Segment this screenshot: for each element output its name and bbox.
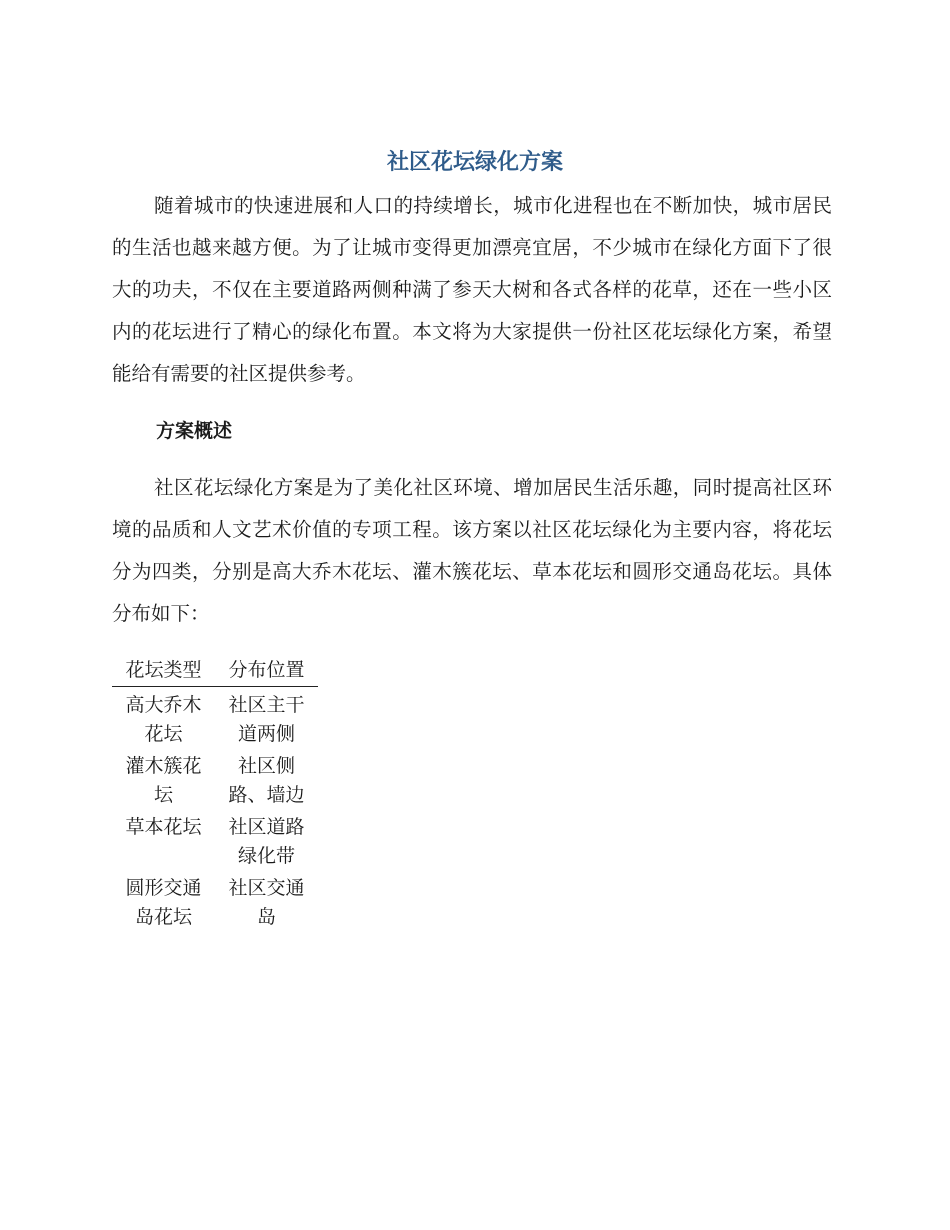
table-cell-type: 高大乔木花坛 (125, 694, 202, 745)
column-header-location: 分布位置 (215, 654, 318, 687)
table-cell-location: 社区主干道两侧 (228, 694, 305, 745)
document-title: 社区花坛绿化方案 (386, 150, 563, 175)
table-header (112, 654, 318, 687)
intro-paragraph: 随着城市的快速进展和人口的持续增长，城市化进程也在不断加快，城市居民的生活也越来越方便。为了让城市变得更加漂亮宜居，不少城市在绿化方面下了很大的功夫，不仅在主要道路两侧种满了参天大树和各式各样的花草，还在一些小区内的花坛进行了精心的绿化布置。本文将为大家提供一份社区花坛绿化方案，希望能给有需要的社区提供参考。 (112, 194, 832, 385)
table-cell-location: 社区道路绿化带 (228, 816, 305, 867)
table-cell-location: 社区交通岛 (228, 877, 305, 928)
table-row (112, 874, 318, 935)
table-cell-type: 草本花坛 (125, 816, 202, 838)
table-cell-type: 灌木簇花坛 (125, 755, 202, 806)
table-row (112, 813, 318, 874)
table-cell-type: 圆形交通岛花坛 (125, 877, 202, 928)
section-heading: 方案概述 (156, 420, 233, 442)
table-header-row (112, 654, 318, 687)
table-cell-location: 社区侧路、墙边 (228, 755, 305, 806)
table-row (112, 687, 318, 753)
flowerbed-distribution-table (112, 654, 318, 935)
overview-paragraph: 社区花坛绿化方案是为了美化社区环境、增加居民生活乐趣，同时提高社区环境的品质和人文艺术价值的专项工程。该方案以社区花坛绿化为主要内容，将花坛分为四类，分别是高大乔木花坛、灌木簇花坛、草本花坛和圆形交通岛花坛。具体分布如下： (112, 476, 832, 625)
table-row (112, 752, 318, 813)
table-body (112, 687, 318, 936)
column-header-type: 花坛类型 (112, 654, 215, 687)
